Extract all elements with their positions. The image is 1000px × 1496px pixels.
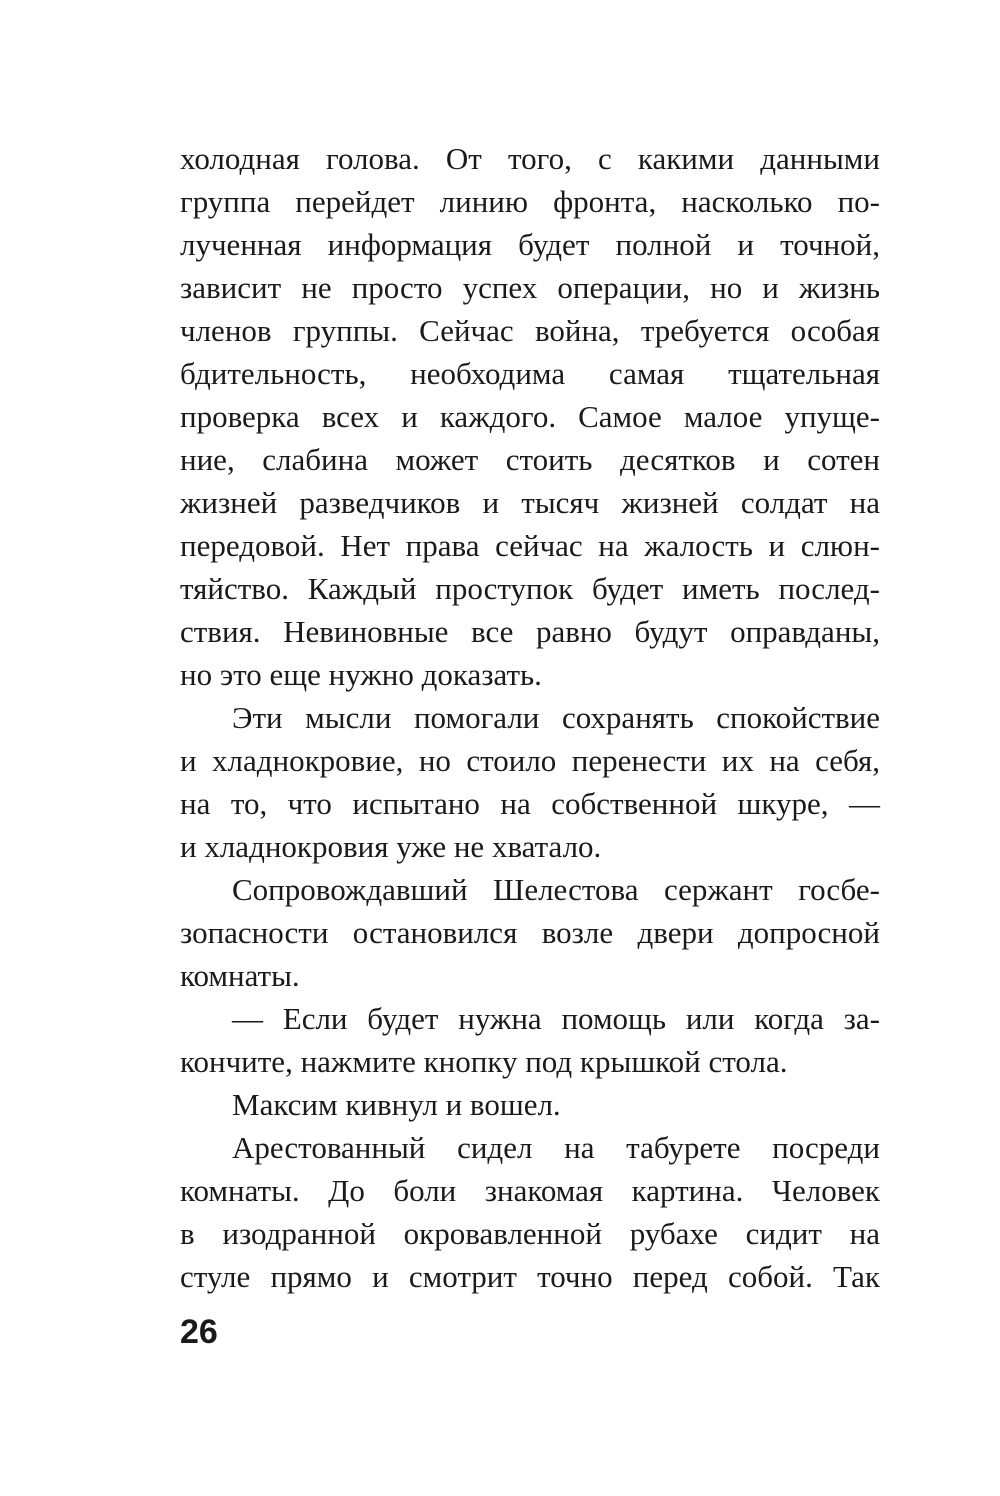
text-line: бдительность, необходима самая тщательная [180, 356, 880, 391]
paragraph [180, 137, 880, 696]
text-line: и хладнокровия уже не хватало. [180, 829, 602, 864]
text-line: Сопровождавший Шелестова сержант госбе- [232, 872, 880, 907]
page-number: 26 [180, 1313, 218, 1351]
text-line: ствия. Невиновные все равно будут оправданы, [180, 614, 880, 649]
text-line: зависит не просто успех операции, но и жизнь [180, 270, 880, 305]
paragraph [180, 1126, 880, 1298]
text-line: — Если будет нужна помощь или когда за- [232, 1001, 880, 1036]
text-line: зопасности остановился возле двери допросной [180, 915, 880, 950]
text-line: членов группы. Сейчас война, требуется особая [180, 313, 880, 348]
text-line: Эти мысли помогали сохранять спокойствие [232, 700, 880, 735]
text-line: проверка всех и каждого. Самое малое упуще- [180, 399, 880, 434]
text-line: стуле прямо и смотрит точно перед собой. Так [180, 1259, 880, 1294]
text-line: жизней разведчиков и тысяч жизней солдат на [180, 485, 880, 520]
paragraph [180, 997, 880, 1083]
text-line: но это еще нужно доказать. [180, 657, 542, 692]
text-line: комнаты. До боли знакомая картина. Человек [180, 1173, 880, 1208]
text-line: холодная голова. От того, с какими данными [180, 141, 880, 176]
text-line: на то, что испытано на собственной шкуре, — [180, 786, 880, 821]
paragraph [180, 868, 880, 997]
text-line: лученная информация будет полной и точной, [180, 227, 880, 262]
paragraph [180, 1083, 880, 1126]
text-line: тяйство. Каждый проступок будет иметь послед- [180, 571, 880, 606]
text-line: Максим кивнул и вошел. [232, 1087, 561, 1122]
paragraph [180, 696, 880, 868]
text-line: в изодранной окровавленной рубахе сидит на [180, 1216, 880, 1251]
body-text [180, 137, 880, 1298]
text-line: группа перейдет линию фронта, насколько по- [180, 184, 880, 219]
text-line: передовой. Нет права сейчас на жалость и слюн- [180, 528, 880, 563]
text-line: кончите, нажмите кнопку под крышкой стола. [180, 1044, 788, 1079]
text-line: комнаты. [180, 958, 300, 993]
text-line: ние, слабина может стоить десятков и сотен [180, 442, 880, 477]
text-line: Арестованный сидел на табурете посреди [232, 1130, 880, 1165]
text-line: и хладнокровие, но стоило перенести их на себя, [180, 743, 880, 778]
